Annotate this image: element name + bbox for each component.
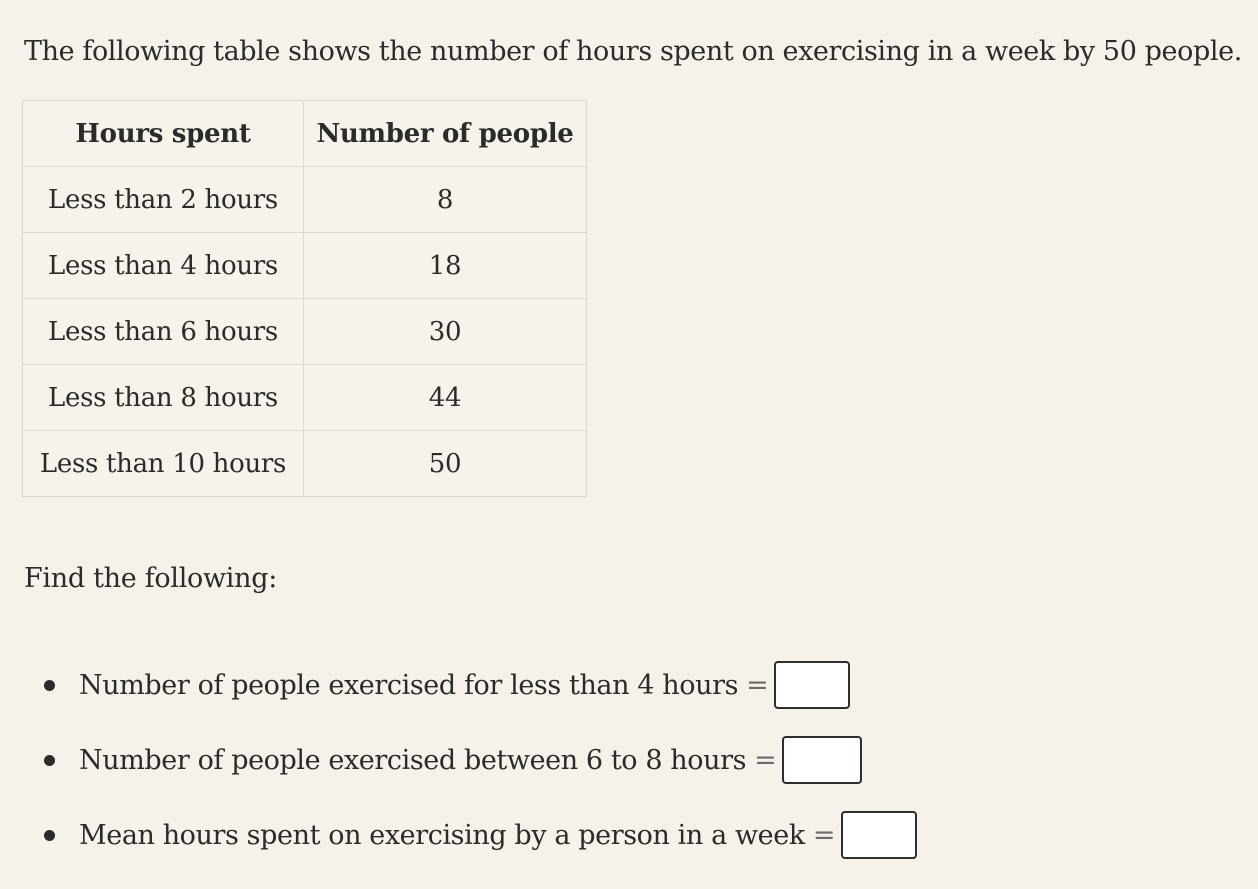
table-row bbox=[23, 233, 587, 299]
people-cell: 30 bbox=[304, 299, 587, 365]
equals-sign: = bbox=[746, 669, 769, 701]
intro-text: The following table shows the number of hours spent on exercising in a week by 50 people. bbox=[24, 36, 1242, 67]
table-header-row bbox=[23, 101, 587, 167]
answer-input-less-than-4-hours[interactable] bbox=[774, 661, 850, 709]
bullet-icon bbox=[44, 680, 55, 691]
question-item bbox=[44, 735, 862, 785]
frequency-table bbox=[22, 100, 587, 497]
question-item bbox=[44, 810, 917, 860]
equals-sign: = bbox=[812, 819, 836, 851]
header-number-of-people: Number of people bbox=[304, 101, 587, 167]
hours-cell: Less than 10 hours bbox=[23, 431, 304, 497]
question-text: Number of people exercised between 6 to 8 hours bbox=[79, 744, 747, 776]
bullet-icon bbox=[44, 830, 55, 841]
table-row bbox=[23, 167, 587, 233]
equals-sign: = bbox=[754, 744, 777, 776]
people-cell: 50 bbox=[304, 431, 587, 497]
answer-input-between-6-to-8-hours[interactable] bbox=[782, 736, 862, 784]
header-hours-spent: Hours spent bbox=[23, 101, 304, 167]
table-row bbox=[23, 431, 587, 497]
table-row bbox=[23, 365, 587, 431]
bullet-icon bbox=[44, 755, 55, 766]
hours-cell: Less than 6 hours bbox=[23, 299, 304, 365]
people-cell: 8 bbox=[304, 167, 587, 233]
table-row bbox=[23, 299, 587, 365]
people-cell: 18 bbox=[304, 233, 587, 299]
question-text: Number of people exercised for less than 4 hours bbox=[79, 669, 739, 701]
hours-cell: Less than 4 hours bbox=[23, 233, 304, 299]
question-item bbox=[44, 660, 850, 710]
question-text: Mean hours spent on exercising by a person in a week bbox=[79, 819, 805, 851]
hours-cell: Less than 2 hours bbox=[23, 167, 304, 233]
answer-input-mean-hours[interactable] bbox=[841, 811, 917, 859]
find-heading: Find the following: bbox=[24, 563, 278, 594]
people-cell: 44 bbox=[304, 365, 587, 431]
hours-cell: Less than 8 hours bbox=[23, 365, 304, 431]
